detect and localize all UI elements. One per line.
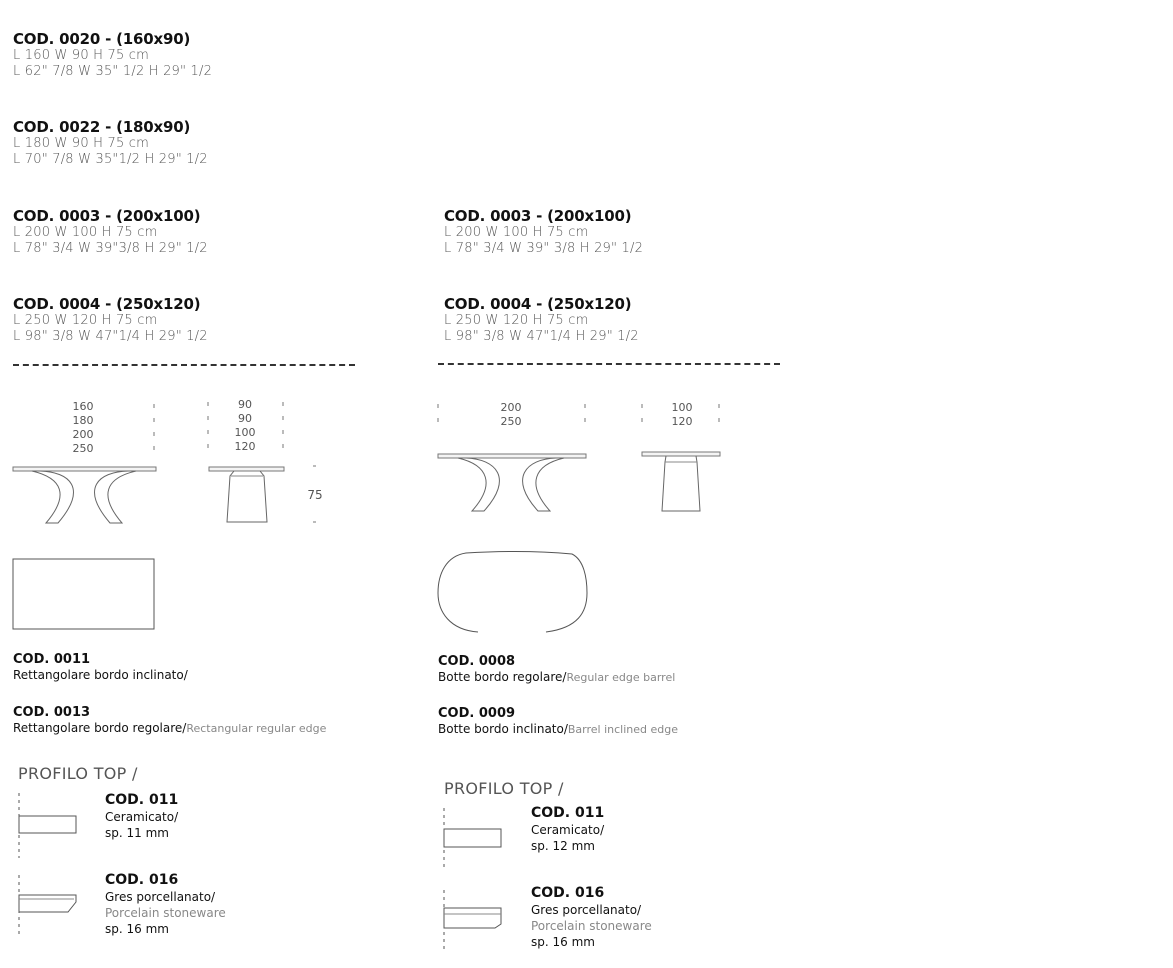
spec-metric: L 250 W 120 H 75 cm bbox=[444, 313, 589, 328]
profile-thickness: sp. 11 mm bbox=[105, 826, 169, 840]
spec-code: COD. 0022 - (180x90) bbox=[13, 118, 191, 136]
profile-016-right bbox=[531, 885, 652, 950]
shape-code: COD. 0011 bbox=[13, 652, 91, 667]
spec-imperial: L 62" 7/8 W 35" 1/2 H 29" 1/2 bbox=[13, 64, 213, 79]
shape-desc-en: Barrel inclined edge bbox=[567, 723, 679, 736]
spec-code: COD. 0020 - (160x90) bbox=[13, 30, 191, 48]
dim-length: 180 bbox=[72, 414, 94, 427]
spec-imperial: L 98" 3/8 W 47"1/4 H 29" 1/2 bbox=[444, 329, 639, 344]
profile-thickness: sp. 16 mm bbox=[531, 935, 595, 949]
dim-length: 250 bbox=[500, 415, 522, 428]
dim-width: 120 bbox=[234, 440, 256, 453]
dim-height: 75 bbox=[307, 488, 323, 502]
dim-width: 100 bbox=[234, 426, 256, 439]
spec-code: COD. 0003 - (200x100) bbox=[13, 207, 201, 225]
spec-code: COD. 0003 - (200x100) bbox=[444, 207, 632, 225]
spec-imperial: L 70" 7/8 W 35"1/2 H 29" 1/2 bbox=[13, 152, 208, 167]
profile-thickness: sp. 12 mm bbox=[531, 839, 595, 853]
profile-code: COD. 016 bbox=[531, 885, 605, 901]
spec-metric: L 200 W 100 H 75 cm bbox=[13, 225, 158, 240]
dim-width: 90 bbox=[238, 412, 252, 425]
shape-code: COD. 0009 bbox=[438, 706, 516, 721]
profile-title-right: PROFILO TOP / bbox=[444, 779, 564, 798]
shape-code: COD. 0008 bbox=[438, 654, 516, 669]
spec-metric: L 160 W 90 H 75 cm bbox=[13, 48, 149, 63]
spec-metric: L 180 W 90 H 75 cm bbox=[13, 136, 149, 151]
shape-desc-it: Botte bordo inclinato/ bbox=[438, 722, 568, 736]
profile-code: COD. 011 bbox=[105, 792, 179, 808]
spec-code: COD. 0004 - (250x120) bbox=[13, 295, 201, 313]
profile-title-left: PROFILO TOP / bbox=[18, 764, 138, 783]
profile-name: Ceramicato/ bbox=[105, 810, 179, 824]
shape-desc-it: Rettangolare bordo inclinato/ bbox=[13, 668, 188, 682]
dim-width: 120 bbox=[671, 415, 693, 428]
profile-name-en: Porcelain stoneware bbox=[105, 906, 226, 920]
dim-length: 200 bbox=[500, 401, 522, 414]
dim-length: 250 bbox=[72, 442, 94, 455]
profile-011-right bbox=[531, 805, 604, 854]
profile-code: COD. 011 bbox=[531, 805, 605, 821]
spec-metric: L 200 W 100 H 75 cm bbox=[444, 225, 589, 240]
profile-thickness: sp. 16 mm bbox=[105, 922, 169, 936]
spec-imperial: L 78" 3/4 W 39"3/8 H 29" 1/2 bbox=[13, 241, 208, 256]
shape-desc-en: Rectangular regular edge bbox=[186, 722, 327, 735]
spec-imperial: L 98" 3/8 W 47"1/4 H 29" 1/2 bbox=[13, 329, 208, 344]
profile-name-en: Porcelain stoneware bbox=[531, 919, 652, 933]
dim-width: 100 bbox=[671, 401, 693, 414]
dim-length: 160 bbox=[72, 400, 94, 413]
shape-desc-it: Rettangolare bordo regolare/ bbox=[13, 721, 187, 735]
shape-desc-en: Regular edge barrel bbox=[566, 671, 676, 684]
dim-width: 90 bbox=[238, 398, 252, 411]
profile-code: COD. 016 bbox=[105, 872, 179, 888]
profile-name: Gres porcellanato/ bbox=[531, 903, 642, 917]
spec-metric: L 250 W 120 H 75 cm bbox=[13, 313, 158, 328]
shape-desc-it: Botte bordo regolare/ bbox=[438, 670, 567, 684]
dim-length: 200 bbox=[72, 428, 94, 441]
spec-imperial: L 78" 3/4 W 39" 3/8 H 29" 1/2 bbox=[444, 241, 644, 256]
spec-code: COD. 0004 - (250x120) bbox=[444, 295, 632, 313]
profile-name: Ceramicato/ bbox=[531, 823, 605, 837]
profile-name: Gres porcellanato/ bbox=[105, 890, 216, 904]
shape-code: COD. 0013 bbox=[13, 705, 91, 720]
